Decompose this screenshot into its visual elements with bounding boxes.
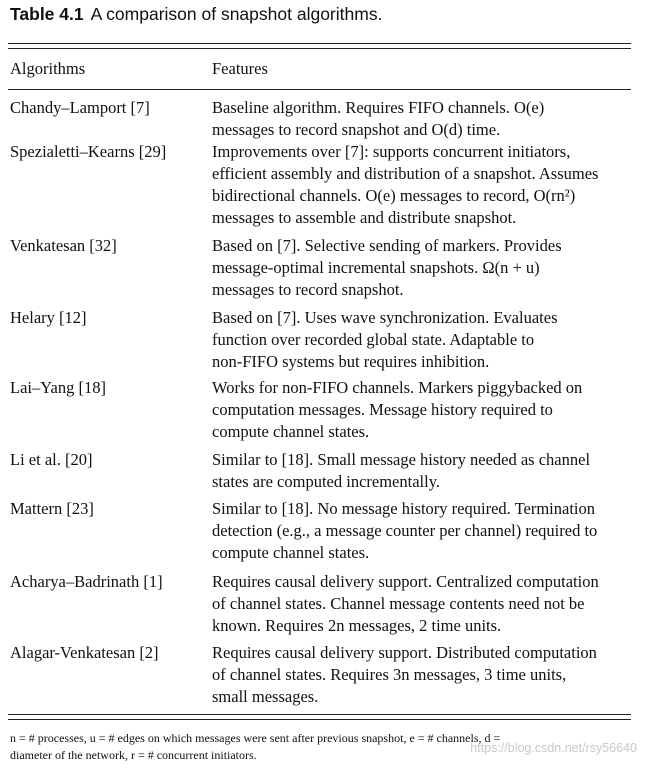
features-line: messages to record snapshot. xyxy=(212,280,404,299)
footnote-line: n = # processes, u = # edges on which messages were sent after previous snapshot, e = # channels, d = xyxy=(10,731,501,745)
features-line: detection (e.g., a message counter per channel) required to xyxy=(212,521,598,540)
features-line: Based on [7]. Uses wave synchronization. Evaluates xyxy=(212,308,558,327)
features-cell xyxy=(212,642,642,708)
algorithm-cell: Mattern [23] xyxy=(10,499,94,518)
algorithm-cell: Chandy–Lamport [7] xyxy=(10,98,150,117)
features-line: Similar to [18]. Small message history needed as channel xyxy=(212,450,591,469)
features-line: computation messages. Message history required to xyxy=(212,400,553,419)
features-line: Improvements over [7]: supports concurrent initiators, xyxy=(212,142,571,161)
features-line: Similar to [18]. No message history required. Termination xyxy=(212,499,596,518)
features-line: bidirectional channels. O(e) messages to record, O(rn²) xyxy=(212,186,576,205)
table-number: Table 4.1 xyxy=(10,4,84,24)
features-cell xyxy=(212,449,642,493)
features-cell xyxy=(212,141,642,229)
header-rule xyxy=(8,89,631,90)
features-line: non-FIFO systems but requires inhibition. xyxy=(212,352,490,371)
algorithm-cell: Venkatesan [32] xyxy=(10,236,117,255)
features-line: compute channel states. xyxy=(212,422,370,441)
table-caption xyxy=(10,4,382,25)
features-line: of channel states. Channel message contents need not be xyxy=(212,594,585,613)
watermark: https://blog.csdn.net/rsy56640 xyxy=(470,741,637,755)
features-line: messages to record snapshot and O(d) time. xyxy=(212,120,501,139)
features-line: Based on [7]. Selective sending of markers. Provides xyxy=(212,236,562,255)
features-cell xyxy=(212,498,642,564)
features-line: messages to assemble and distribute snapshot. xyxy=(212,208,517,227)
algorithm-cell: Lai–Yang [18] xyxy=(10,378,106,397)
features-line: function over recorded global state. Adaptable to xyxy=(212,330,535,349)
algorithm-cell: Helary [12] xyxy=(10,308,87,327)
header-features: Features xyxy=(212,59,268,78)
algorithm-cell: Alagar-Venkatesan [2] xyxy=(10,643,159,662)
features-line: compute channel states. xyxy=(212,543,370,562)
features-line: Requires causal delivery support. Distributed computation xyxy=(212,643,597,662)
algorithm-cell: Acharya–Badrinath [1] xyxy=(10,572,163,591)
features-cell xyxy=(212,97,642,141)
features-line: message-optimal incremental snapshots. Ω(n + u) xyxy=(212,258,540,277)
features-line: known. Requires 2n messages, 2 time units. xyxy=(212,616,502,635)
features-cell xyxy=(212,571,642,637)
features-cell xyxy=(212,235,642,301)
algorithm-cell: Spezialetti–Kearns [29] xyxy=(10,142,167,161)
footnote-line: diameter of the network, r = # concurrent initiators. xyxy=(10,748,257,762)
features-line: efficient assembly and distribution of a snapshot. Assumes xyxy=(212,164,599,183)
bottom-double-rule xyxy=(8,714,631,720)
features-line: Requires causal delivery support. Centralized computation xyxy=(212,572,599,591)
features-cell xyxy=(212,377,642,443)
features-line: of channel states. Requires 3n messages, 3 time units, xyxy=(212,665,567,684)
features-line: states are computed incrementally. xyxy=(212,472,441,491)
algorithm-cell: Li et al. [20] xyxy=(10,450,93,469)
features-line: small messages. xyxy=(212,687,319,706)
table-title: A comparison of snapshot algorithms. xyxy=(90,4,383,24)
features-cell xyxy=(212,307,642,373)
features-line: Baseline algorithm. Requires FIFO channels. O(e) xyxy=(212,98,545,117)
features-line: Works for non-FIFO channels. Markers piggybacked on xyxy=(212,378,583,397)
header-algorithms: Algorithms xyxy=(10,59,86,78)
top-double-rule xyxy=(8,43,631,49)
